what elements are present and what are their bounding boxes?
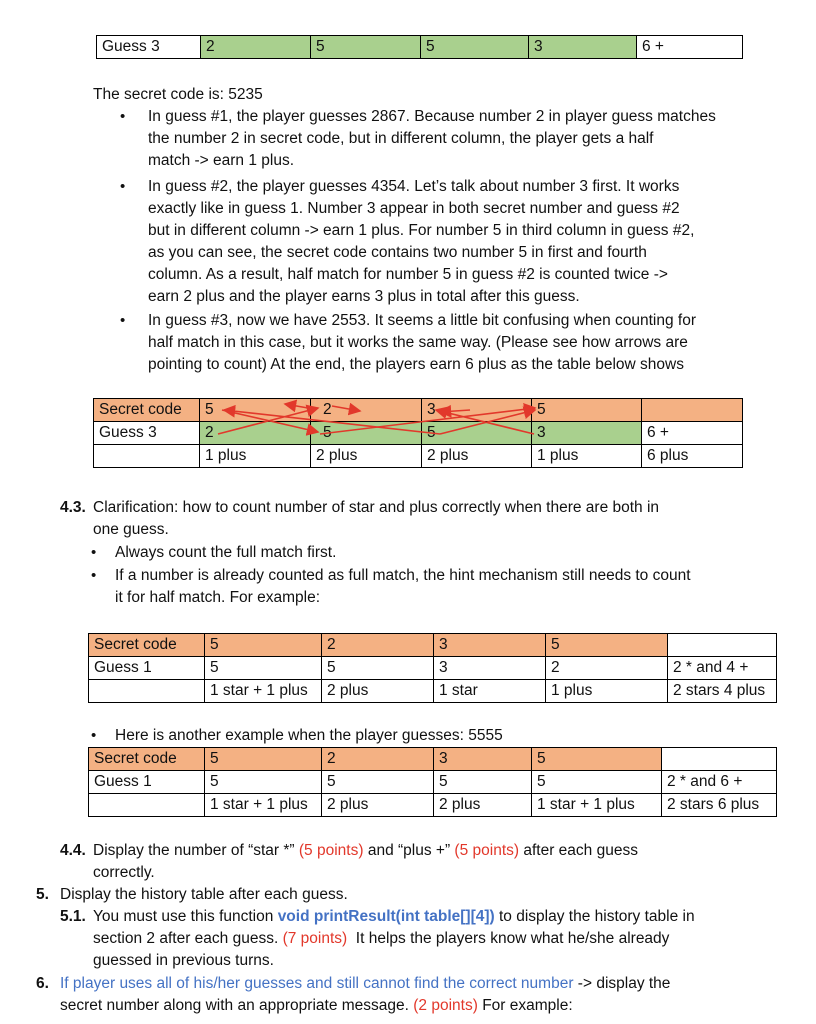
section-text: If player uses all of his/her guesses and still cannot find the correct number -> display the bbox=[60, 975, 671, 992]
section-text: one guess. bbox=[93, 521, 169, 538]
section-text: guessed in previous turns. bbox=[93, 952, 274, 969]
arrow bbox=[440, 410, 470, 412]
bullet-icon: • bbox=[91, 567, 97, 584]
example-table-5555 bbox=[88, 747, 777, 817]
table-row: Guess 3 2 5 5 3 6 + bbox=[94, 422, 743, 445]
table-cell: 5 bbox=[311, 36, 421, 59]
table-row: Secret code 5 2 3 5 bbox=[94, 399, 743, 422]
section-number: 5.1. bbox=[60, 908, 86, 925]
table-cell: 5 bbox=[421, 36, 529, 59]
bullet-text: In guess #3, now we have 2553. It seems a little bit confusing when counting for half match in this case, but it works the same way. (Please see how arrows are pointing to count) At the end, the players earn 6 plus as the table below shows bbox=[148, 312, 696, 373]
bullet-text: In guess #1, the player guesses 2867. Because number 2 in player guess matches the number 2 in secret code, but in different column, the player gets a half match -> earn 1 plus. bbox=[148, 108, 716, 169]
bullet-text: Always count the full match first. bbox=[115, 544, 337, 561]
table-row: 1 star + 1 plus 2 plus 1 star 1 plus 2 stars 4 plus bbox=[89, 680, 777, 703]
secret-code-line: The secret code is: 5235 bbox=[93, 86, 263, 103]
table-row: 1 plus 2 plus 2 plus 1 plus 6 plus bbox=[94, 445, 743, 468]
table-row: Guess 1 5 5 5 5 2 * and 6 + bbox=[89, 771, 777, 794]
match-arrows bbox=[0, 0, 816, 480]
section-text: section 2 after each guess. (7 points) It helps the players know what he/she already bbox=[93, 930, 670, 947]
table-row: Secret code 5 2 3 5 bbox=[89, 634, 777, 657]
bullet-text: it for half match. For example: bbox=[115, 589, 321, 606]
bullet-text: In guess #2, the player guesses 4354. Let’s talk about number 3 first. It works exactly like in guess 1. Number 3 appear in both secret number and guess #2 but in different column -> earn 1 plus. For number 5 in third column in guess #2, as you can see, the secret code contains two number 5 in first and fourth column. As a result, half match for number 5 in guess #2 is counted twice -> earn 2 plus and the player earns 3 plus in total after this guess. bbox=[148, 178, 695, 305]
section-text: secret number along with an appropriate message. (2 points) For example: bbox=[60, 997, 573, 1014]
arrow bbox=[224, 410, 440, 434]
example-table-guess1 bbox=[88, 633, 777, 703]
section-text: You must use this function void printResult(int table[][4]) to display the history table in bbox=[93, 908, 695, 925]
bullet-icon: • bbox=[120, 312, 126, 329]
section-number: 5. bbox=[36, 886, 49, 903]
section-text: Display the number of “star *” (5 points) and “plus +” (5 points) after each guess bbox=[93, 842, 638, 859]
arrow bbox=[285, 404, 308, 408]
section-text: correctly. bbox=[93, 864, 155, 881]
table-row: Guess 1 5 5 3 2 2 * and 4 + bbox=[89, 657, 777, 680]
function-signature: void printResult(int table[][4]) bbox=[277, 908, 495, 925]
bullet-icon: • bbox=[91, 727, 97, 744]
table-row: Secret code 5 2 3 5 bbox=[89, 748, 777, 771]
arrow bbox=[320, 408, 535, 434]
bullet-text: If a number is already counted as full match, the hint mechanism still needs to count bbox=[115, 567, 691, 584]
table-cell: 3 bbox=[529, 36, 637, 59]
row-label: Guess 3 bbox=[97, 36, 201, 59]
bullet-text: Here is another example when the player guesses: 5555 bbox=[115, 727, 503, 744]
bullet-icon: • bbox=[120, 108, 126, 125]
bullet-icon: • bbox=[120, 178, 126, 195]
section-text: Display the history table after each guess. bbox=[60, 886, 348, 903]
section-number: 4.4. bbox=[60, 842, 86, 859]
arrow bbox=[332, 406, 360, 411]
table-cell: 2 bbox=[201, 36, 311, 59]
table-cell: 6 + bbox=[637, 36, 743, 59]
section-number: 4.3. bbox=[60, 499, 86, 516]
section-number: 6. bbox=[36, 975, 49, 992]
bullet-icon: • bbox=[91, 544, 97, 561]
section-text: Clarification: how to count number of star and plus correctly when there are both in bbox=[93, 499, 660, 516]
table-row: 1 star + 1 plus 2 plus 2 plus 1 star + 1 plus 2 stars 6 plus bbox=[89, 794, 777, 817]
